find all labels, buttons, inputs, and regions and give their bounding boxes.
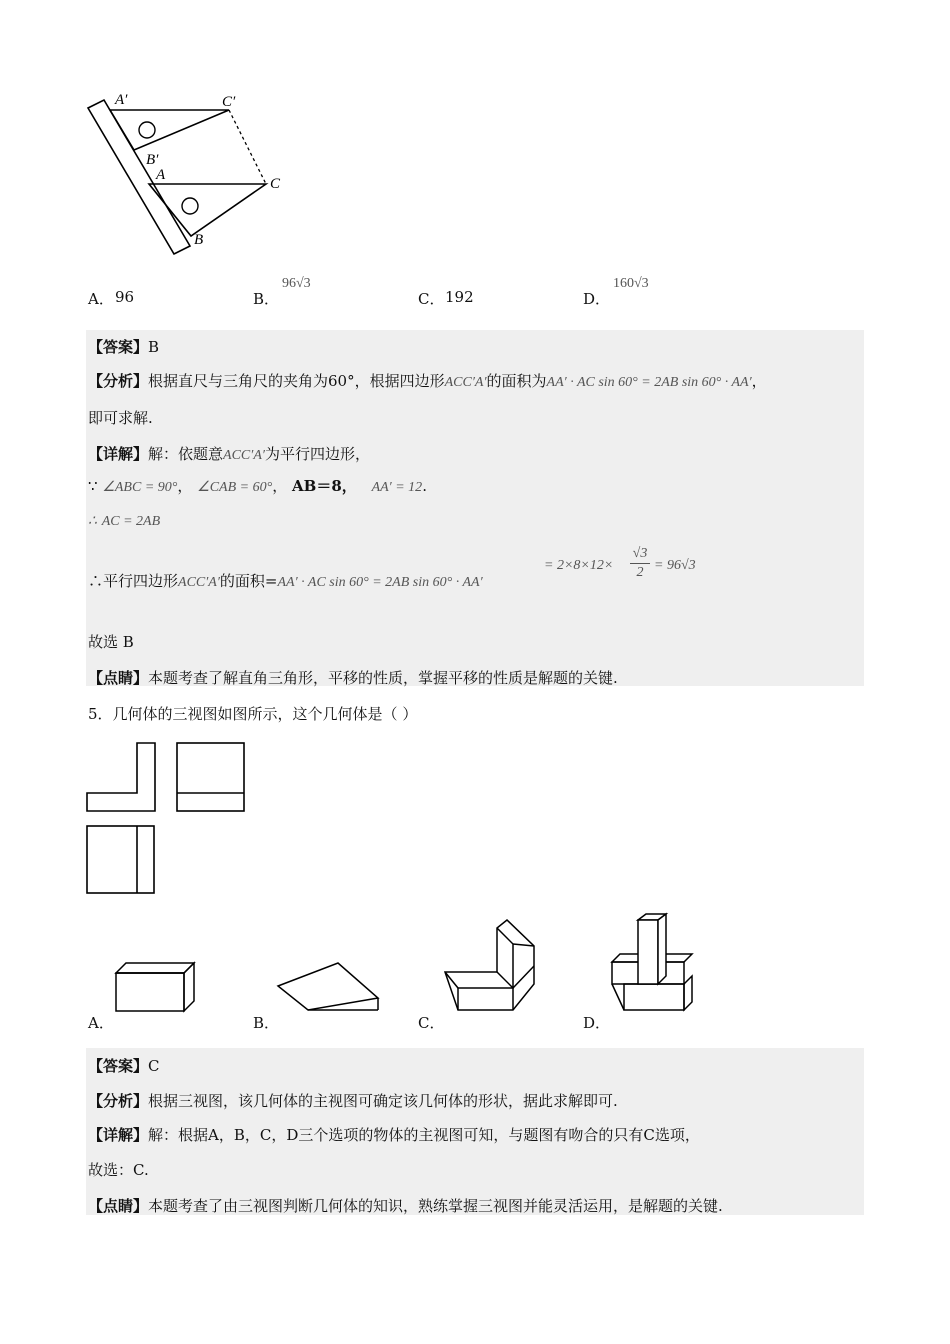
q4-area-calc: = 2×8×12× bbox=[544, 558, 614, 573]
q4-because-line: ∵ ∠ABC = 90°， ∠CAB = 60°， AB＝8， AA′ = 12. bbox=[88, 477, 427, 495]
q4-option-b-value: 96√3 bbox=[282, 276, 311, 291]
q4-option-d-letter: D． bbox=[583, 290, 611, 308]
q5-option-b-letter: B． bbox=[253, 1014, 280, 1032]
option-a-solid bbox=[110, 958, 200, 1018]
dashed-cc-line bbox=[229, 110, 266, 184]
front-view bbox=[87, 743, 155, 811]
label-b: B bbox=[194, 232, 204, 248]
q4-comment-line: 【点睛】本题考查了解直角三角形，平移的性质，掌握平移的性质是解题的关键. bbox=[88, 669, 618, 687]
q4-option-c-value: 192 bbox=[445, 288, 474, 306]
q4-therefore-line: ∴ AC = 2AB bbox=[88, 514, 161, 529]
q5-answer-line: 【答案】C bbox=[88, 1057, 160, 1075]
side-view bbox=[177, 743, 244, 811]
triangle-hole-lower bbox=[182, 198, 198, 214]
triangle-upper bbox=[110, 110, 229, 150]
top-view bbox=[87, 826, 154, 893]
q4-option-b-letter: B． bbox=[253, 290, 280, 308]
q5-option-a-letter: A． bbox=[88, 1014, 114, 1032]
option-b-solid bbox=[272, 958, 388, 1018]
q4-area-fraction: √3 2 bbox=[630, 545, 650, 582]
q5-analysis-line: 【分析】根据三视图，该几何体的主视图可确定该几何体的形状，据此求解即可. bbox=[88, 1092, 618, 1110]
q5-option-d-letter: D． bbox=[583, 1014, 611, 1032]
option-c-solid bbox=[440, 916, 542, 1020]
label-c: C bbox=[270, 176, 281, 192]
q4-option-c-letter: C． bbox=[418, 290, 445, 308]
q4-answer-line: 【答案】B bbox=[88, 338, 160, 356]
ruler-triangle-figure bbox=[84, 88, 294, 260]
three-views-figure bbox=[84, 740, 250, 898]
ruler bbox=[88, 100, 190, 254]
q4-choose-line: 故选 B bbox=[88, 633, 134, 651]
q5-comment-line: 【点睛】本题考查了由三视图判断几何体的知识，熟练掌握三视图并能灵活运用，是解题的关键. bbox=[88, 1197, 723, 1215]
q4-analysis-line: 【分析】根据直尺与三角尺的夹角为60°，根据四边形ACC′A′的面积为AA′ · AC sin 60° = 2AB sin 60° · AA′， bbox=[88, 372, 767, 390]
q4-option-a-letter: A． bbox=[88, 290, 114, 308]
label-b-prime: B′ bbox=[146, 152, 159, 168]
q5-detail-line: 【详解】解：根据A，B，C，D三个选项的物体的主视图可知，与题图有吻合的只有C选项， bbox=[88, 1126, 700, 1144]
option-d-solid bbox=[606, 910, 698, 1016]
q4-option-d-value: 160√3 bbox=[613, 276, 649, 291]
q4-analysis-line-2: 即可求解. bbox=[88, 409, 153, 427]
q4-option-a-value: 96 bbox=[115, 288, 135, 306]
label-c-prime: C′ bbox=[222, 94, 236, 110]
q5-choose-line: 故选：C. bbox=[88, 1161, 149, 1179]
label-a-prime: A′ bbox=[115, 92, 128, 108]
q4-area-result: = 96√3 bbox=[654, 558, 696, 573]
label-a: A bbox=[156, 167, 166, 183]
q5-stem: 5．几何体的三视图如图所示，这个几何体是（ ） bbox=[88, 705, 418, 723]
triangle-lower bbox=[149, 184, 266, 236]
q5-option-c-letter: C． bbox=[418, 1014, 445, 1032]
q4-area-line: ∴平行四边形ACC′A′的面积=AA′ · AC sin 60° = 2AB sin 60° · AA′ bbox=[88, 572, 483, 590]
q4-detail-line: 【详解】解：依题意ACC′A′为平行四边形， bbox=[88, 445, 370, 463]
triangle-hole-upper bbox=[139, 122, 155, 138]
